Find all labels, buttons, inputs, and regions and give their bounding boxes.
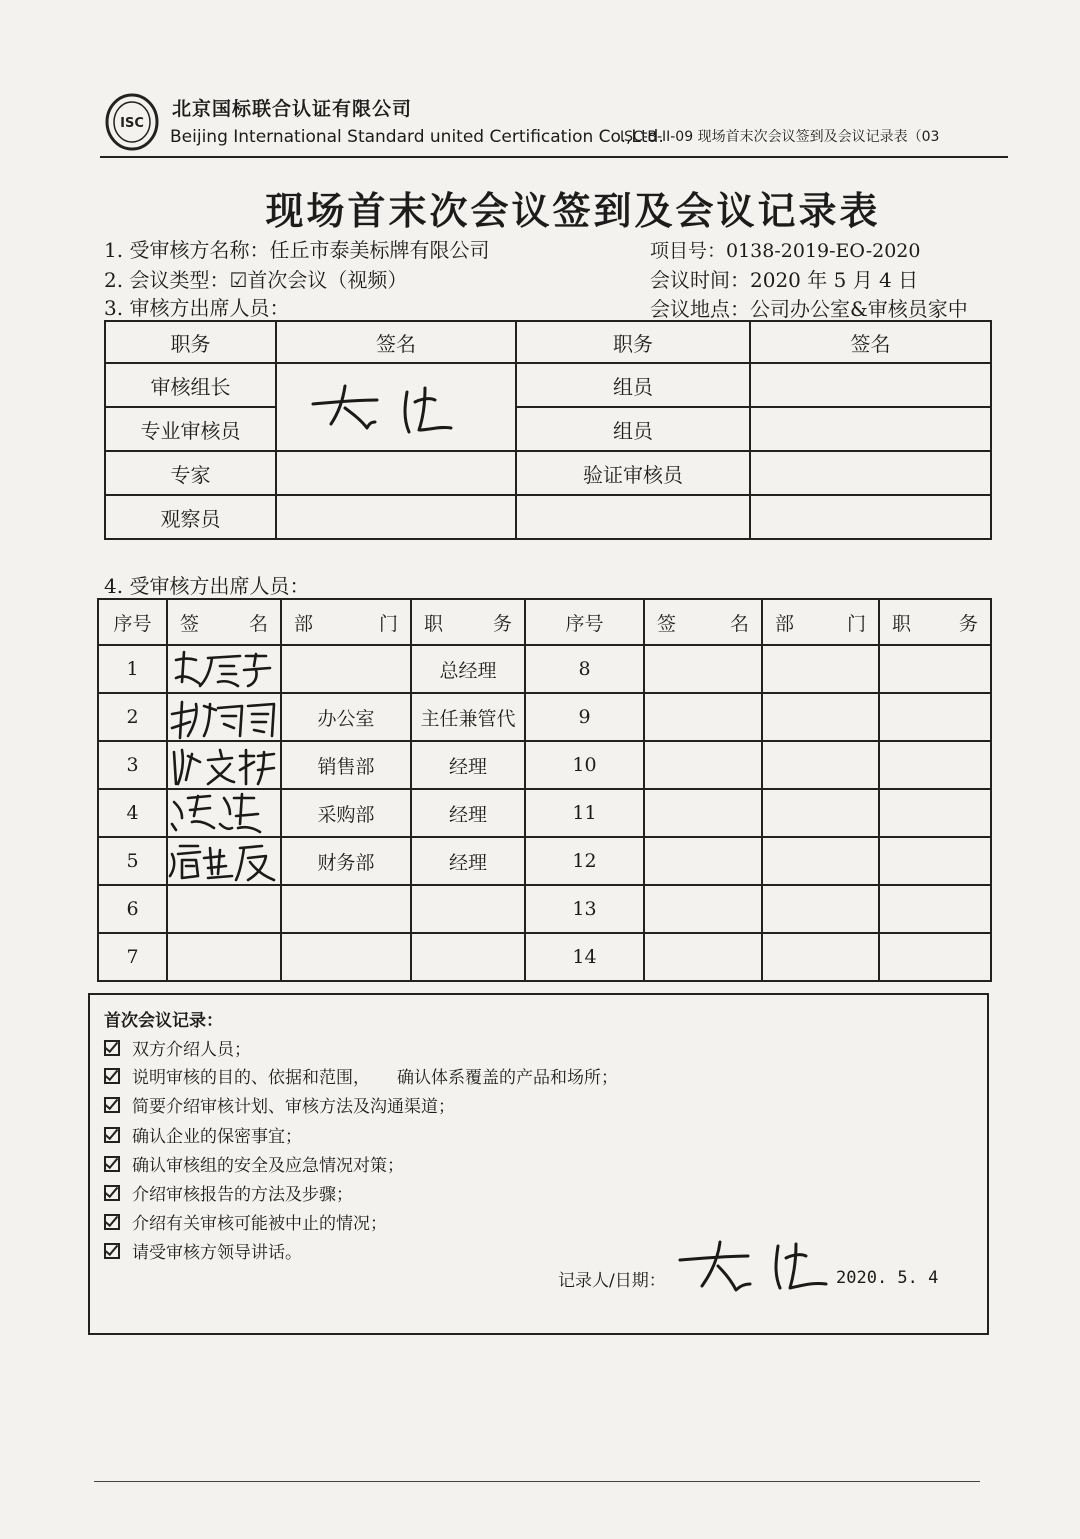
position-cell: [879, 645, 991, 693]
project-number: 项目号：0138-2019-EO-2020: [650, 240, 921, 262]
serial-cell: 8: [525, 645, 644, 693]
handwritten-signatures: [170, 648, 280, 888]
record-date: 2020. 5. 4: [836, 1268, 939, 1288]
header-role: 职务: [516, 321, 750, 363]
serial-cell: 5: [98, 837, 167, 885]
signature-cell: [167, 933, 281, 981]
header-signature: 签名: [750, 321, 991, 363]
role-cell: 审核组长: [105, 363, 276, 407]
serial-cell: 3: [98, 741, 167, 789]
checklist-item: 介绍有关审核可能被中止的情况；: [104, 1209, 387, 1234]
signature-cell: [644, 885, 762, 933]
meeting-time: 会议时间：2020 年 5 月 4 日: [650, 268, 919, 292]
svg-text:ISC: ISC: [120, 116, 144, 131]
serial-cell: 10: [525, 741, 644, 789]
auditee-attendees-label: 4. 受审核方出席人员：: [104, 574, 310, 598]
position-cell: 经理: [411, 837, 525, 885]
header-divider: [100, 156, 1008, 158]
checked-checkbox-icon: [104, 1185, 120, 1201]
header-department: 部 门: [762, 599, 879, 645]
table-row: [98, 933, 991, 981]
department-cell: [762, 837, 879, 885]
serial-cell: 9: [525, 693, 644, 741]
department-cell: [762, 693, 879, 741]
company-name-en: Beijing International Standard united Certification Co.,Ltd.: [170, 127, 664, 147]
checklist-item: 介绍审核报告的方法及步骤；: [104, 1180, 353, 1205]
signature-cell: [644, 741, 762, 789]
position-cell: [879, 837, 991, 885]
position-cell: [879, 789, 991, 837]
header-signature: 签 名: [167, 599, 281, 645]
position-cell: [411, 885, 525, 933]
serial-cell: 14: [525, 933, 644, 981]
signature-cell: [644, 933, 762, 981]
signature-cell: [644, 693, 762, 741]
checked-checkbox-icon: [104, 1156, 120, 1172]
header-department: 部 门: [281, 599, 411, 645]
position-cell: [411, 933, 525, 981]
header-signature: 签名: [276, 321, 516, 363]
header-position: 职 务: [879, 599, 991, 645]
checklist-item: 确认企业的保密事宜；: [104, 1122, 302, 1147]
checked-checkbox-icon: [104, 1068, 120, 1084]
checklist-item: 确认审核组的安全及应急情况对策；: [104, 1151, 404, 1176]
signature-cell: [750, 407, 991, 451]
position-cell: 总经理: [411, 645, 525, 693]
role-cell: 观察员: [105, 495, 276, 539]
header-signature: 签 名: [644, 599, 762, 645]
position-cell: 经理: [411, 789, 525, 837]
serial-cell: 6: [98, 885, 167, 933]
department-cell: [762, 645, 879, 693]
serial-cell: 7: [98, 933, 167, 981]
header-role: 职务: [105, 321, 276, 363]
checked-checkbox-icon: [104, 1127, 120, 1143]
checked-checkbox-icon: [104, 1097, 120, 1113]
checklist-item: 请受审核方领导讲话。: [104, 1238, 302, 1263]
checked-checkbox-icon: [104, 1214, 120, 1230]
role-cell: 专家: [105, 451, 276, 495]
serial-cell: 12: [525, 837, 644, 885]
serial-cell: 11: [525, 789, 644, 837]
department-cell: [281, 933, 411, 981]
department-cell: [762, 933, 879, 981]
signature-cell: [644, 789, 762, 837]
position-cell: [879, 741, 991, 789]
signature-cell: [167, 885, 281, 933]
position-cell: 主任兼管代: [411, 693, 525, 741]
serial-cell: 1: [98, 645, 167, 693]
role-cell: 专业审核员: [105, 407, 276, 451]
department-cell: [762, 741, 879, 789]
checked-checkbox-icon: [104, 1040, 120, 1056]
header-serial: 序号: [525, 599, 644, 645]
header-serial: 序号: [98, 599, 167, 645]
role-cell: 组员: [516, 363, 750, 407]
form-code: ISC-B-II-09 现场首末次会议签到及会议记录表（03: [620, 129, 940, 145]
auditor-attendance-table: [104, 320, 992, 540]
checklist-item: 双方介绍人员；: [104, 1035, 251, 1060]
department-cell: 财务部: [281, 837, 411, 885]
signature-cell: [750, 495, 991, 539]
signature-cell: [276, 495, 516, 539]
department-cell: [281, 885, 411, 933]
department-cell: 销售部: [281, 741, 411, 789]
department-cell: 办公室: [281, 693, 411, 741]
signature-cell: [644, 837, 762, 885]
company-name-cn: 北京国标联合认证有限公司: [172, 98, 413, 120]
signature-cell: [644, 645, 762, 693]
role-cell: 验证审核员: [516, 451, 750, 495]
position-cell: [879, 693, 991, 741]
signature-cell: [750, 451, 991, 495]
record-title: 首次会议记录：: [104, 1011, 223, 1031]
table-row: [98, 885, 991, 933]
serial-cell: 13: [525, 885, 644, 933]
auditor-attendees-label: 3. 审核方出席人员：: [104, 296, 290, 320]
footer-divider: [94, 1481, 980, 1482]
department-cell: 采购部: [281, 789, 411, 837]
serial-cell: 4: [98, 789, 167, 837]
role-cell: 组员: [516, 407, 750, 451]
handwritten-signature: [305, 378, 465, 438]
department-cell: [762, 789, 879, 837]
recorder-date-label: 记录人/日期：: [558, 1271, 666, 1291]
position-cell: [879, 933, 991, 981]
header-position: 职 务: [411, 599, 525, 645]
meeting-place: 会议地点：公司办公室&审核员家中: [650, 297, 968, 321]
department-cell: [281, 645, 411, 693]
signature-cell: [750, 363, 991, 407]
position-cell: 经理: [411, 741, 525, 789]
position-cell: [879, 885, 991, 933]
recorder-signature: [678, 1236, 838, 1300]
checked-checkbox-icon: [104, 1243, 120, 1259]
document-title: 现场首末次会议签到及会议记录表: [265, 189, 881, 233]
company-logo: [104, 92, 160, 152]
signature-cell: [276, 451, 516, 495]
checklist-item: 说明审核的目的、依据和范围， 确认体系覆盖的产品和场所；: [104, 1063, 618, 1088]
meeting-type-line: 2. 会议类型：☑首次会议（视频）: [104, 268, 408, 292]
department-cell: [762, 885, 879, 933]
role-cell: [516, 495, 750, 539]
serial-cell: 2: [98, 693, 167, 741]
auditee-name-line: 1. 受审核方名称：任丘市泰美标牌有限公司: [104, 238, 490, 262]
checklist-item: 简要介绍审核计划、审核方法及沟通渠道；: [104, 1092, 455, 1117]
